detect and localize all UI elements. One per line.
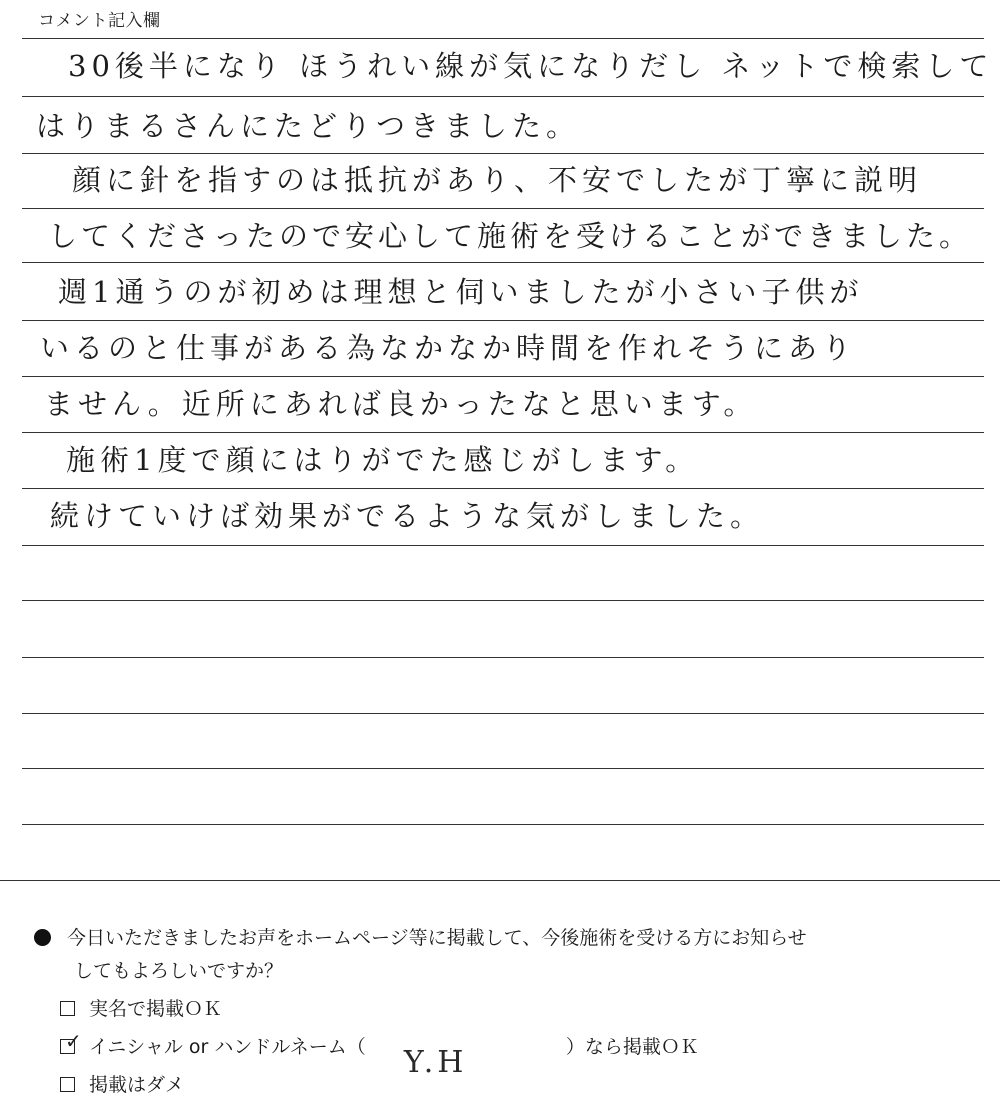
ruled-line bbox=[22, 96, 984, 97]
checkmark-icon: ✓ bbox=[65, 1029, 82, 1053]
handwritten-line: はりまるさんにたどりつきました。 bbox=[36, 109, 581, 143]
option-real-name[interactable] bbox=[60, 994, 222, 1021]
ruled-line bbox=[22, 600, 984, 601]
handwritten-line: 週1通うのが初めは理想と伺いましたが小さい子供が bbox=[58, 275, 864, 309]
checkbox-icon[interactable] bbox=[60, 1001, 75, 1016]
ruled-line bbox=[22, 768, 984, 769]
bullet-icon bbox=[34, 929, 51, 946]
option-label: イニシャル or ハンドルネーム（ bbox=[89, 1036, 366, 1058]
handwritten-line: してくださったので安心して施術を受けることができました。 bbox=[48, 219, 973, 253]
handwritten-line: 30後半になり ほうれい線が気になりだし ネットで検索して bbox=[68, 49, 994, 83]
handwritten-line: いるのと仕事がある為なかなか時間を作れそうにあり bbox=[40, 331, 857, 365]
option-label: 掲載はダメ bbox=[89, 1074, 185, 1096]
ruled-line bbox=[22, 376, 984, 377]
ruled-line bbox=[22, 488, 984, 489]
handwritten-line: 顔に針を指すのは抵抗があり、不安でしたが丁寧に説明 bbox=[72, 163, 923, 197]
handwritten-line: 続けていけば効果がでるような気がしました。 bbox=[50, 499, 765, 533]
consent-question-line2: してもよろしいですか？ bbox=[74, 960, 284, 982]
handwritten-initials: Y.H bbox=[403, 1045, 468, 1080]
option-initials[interactable] bbox=[60, 1029, 699, 1080]
consent-question-line1: 今日いただきましたお声をホームページ等に掲載して、今後施術を受ける方にお知らせ bbox=[67, 927, 807, 949]
option-label: ）なら掲載ＯＫ bbox=[565, 1036, 699, 1058]
handwritten-line: 施術1度で顔にはりがでた感じがします。 bbox=[66, 443, 700, 477]
checkbox-icon[interactable] bbox=[60, 1077, 75, 1092]
ruled-line bbox=[22, 208, 984, 209]
ruled-line bbox=[22, 657, 984, 658]
ruled-line bbox=[22, 320, 984, 321]
consent-question bbox=[34, 922, 807, 988]
comment-section-label: コメント記入欄 bbox=[38, 11, 161, 31]
option-label: 実名で掲載ＯＫ bbox=[89, 998, 223, 1020]
ruled-line bbox=[22, 38, 984, 39]
ruled-line bbox=[22, 153, 984, 154]
option-no-publish[interactable] bbox=[60, 1070, 184, 1097]
ruled-line bbox=[22, 713, 984, 714]
checkbox-checked-icon[interactable] bbox=[60, 1029, 82, 1054]
ruled-line bbox=[22, 432, 984, 433]
ruled-line bbox=[22, 545, 984, 546]
section-divider bbox=[0, 880, 1000, 881]
ruled-line bbox=[22, 262, 984, 263]
ruled-line bbox=[22, 824, 984, 825]
handwritten-line: ません。近所にあれば良かったなと思います。 bbox=[44, 387, 758, 421]
